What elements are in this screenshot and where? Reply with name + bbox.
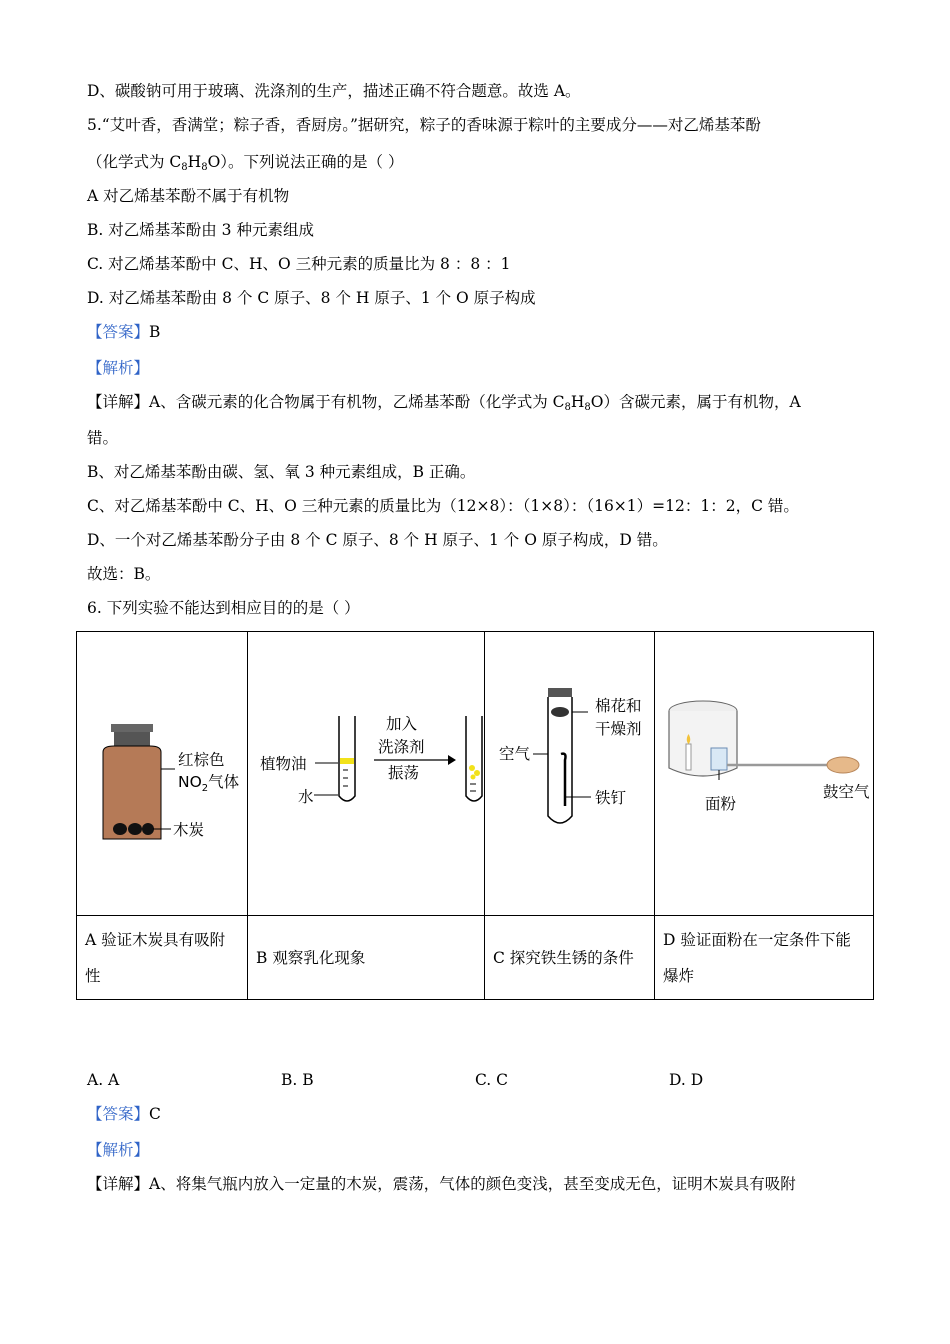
option-b: B. 对乙烯基苯酚由 3 种元素组成 xyxy=(87,221,314,239)
label-no2-gas: $NO_2$气体 xyxy=(178,773,240,794)
oil-droplet xyxy=(469,765,475,771)
caption-b: B 观察乳化现象 xyxy=(248,916,485,1000)
flour-explosion-diagram xyxy=(655,632,874,915)
label-detergent: 洗涤剂 xyxy=(378,738,425,756)
label-vegetable-oil: 植物油 xyxy=(260,755,307,773)
figure-b xyxy=(248,632,485,916)
flour-cup xyxy=(711,748,727,770)
oil-droplet xyxy=(474,770,480,776)
rubber-bulb xyxy=(827,757,859,773)
candle xyxy=(686,744,691,770)
label-desiccant: 干燥剂 xyxy=(595,720,642,738)
text-line: D、碳酸钠可用于玻璃、洗涤剂的生产，描述正确不符合题意。故选 A。 xyxy=(87,82,581,100)
option-c: C. 对乙烯基苯酚中 C、H、O 三种元素的质量比为 8 ：8 ：1 xyxy=(87,255,511,273)
emulsion-diagram xyxy=(248,632,485,915)
answer-5: 【答案】B xyxy=(87,323,161,341)
choice-a: A. A xyxy=(87,1071,120,1089)
label-cotton: 棉花和 xyxy=(595,697,642,715)
figure-a xyxy=(77,632,248,916)
cotton-desiccant xyxy=(551,707,569,717)
caption-a: A 验证木炭具有吸附性 xyxy=(77,916,248,1000)
test-tube-after xyxy=(466,716,482,801)
label-add: 加入 xyxy=(386,715,418,733)
bottle-neck xyxy=(114,732,150,746)
caption-c: C 探究铁生锈的条件 xyxy=(485,916,655,1000)
experiment-table xyxy=(76,631,874,1000)
answer-6: 【答案】C xyxy=(87,1105,161,1123)
choice-c: C. C xyxy=(475,1071,509,1089)
stopper xyxy=(548,688,572,697)
label-iron-nail: 铁钉 xyxy=(595,789,627,807)
detail-5-conclusion: 故选：B。 xyxy=(87,565,161,583)
question-5-stem-cont: （化学式为 $C_8H_8O$）。下列说法正确的是（ ） xyxy=(87,153,404,173)
figure-d xyxy=(655,632,874,916)
label-charcoal: 木炭 xyxy=(173,821,205,839)
option-d: D. 对乙烯基苯酚由 8 个 C 原子、8 个 H 原子、1 个 O 原子构成 xyxy=(87,289,536,307)
label-air: 空气 xyxy=(499,745,531,763)
detail-6: 【详解】A、将集气瓶内放入一定量的木炭，震荡，气体的颜色变浅，甚至变成无色，证明木炭具有吸附 xyxy=(87,1175,796,1193)
question-6-stem: 6. 下列实验不能达到相应目的的是（ ） xyxy=(87,599,360,617)
charcoal-piece xyxy=(142,823,154,835)
arrow-head-icon xyxy=(448,755,456,765)
detail-5: 【详解】A、含碳元素的化合物属于有机物，乙烯基苯酚（化学式为 $C_8H_8O$）含碳元素，属于有机物，A xyxy=(87,393,801,413)
detail-5-b: B、对乙烯基苯酚由碳、氢、氧 3 种元素组成，B 正确。 xyxy=(87,463,476,481)
charcoal-bottle-diagram xyxy=(77,632,248,915)
bottle-cap xyxy=(111,724,153,732)
charcoal-piece xyxy=(113,823,127,835)
label-shake: 振荡 xyxy=(388,764,420,782)
charcoal-piece xyxy=(128,823,142,835)
oil-droplet xyxy=(471,775,476,780)
label-red-brown: 红棕色 xyxy=(178,751,225,769)
detail-5-cont: 错。 xyxy=(87,429,119,447)
detail-5-d: D、一个对乙烯基苯酚分子由 8 个 C 原子、8 个 H 原子、1 个 O 原子构成，D 错。 xyxy=(87,531,668,549)
oil-layer xyxy=(340,758,354,764)
analysis-5-tag: 【解析】 xyxy=(87,359,150,377)
choice-d: D. D xyxy=(669,1071,704,1089)
figure-c xyxy=(485,632,655,916)
analysis-6-tag: 【解析】 xyxy=(87,1141,150,1159)
label-blow-air: 鼓空气 xyxy=(823,783,870,801)
detail-5-c: C、对乙烯基苯酚中 C、H、O 三种元素的质量比为（12×8）：（1×8）：（16×1）=12：1：2，C 错。 xyxy=(87,497,799,515)
question-5-stem: 5.“艾叶香，香满堂；粽子香，香厨房。”据研究，粽子的香味源于粽叶的主要成分——对乙烯基苯酚 xyxy=(87,116,761,134)
choice-b: B. B xyxy=(281,1071,314,1089)
label-water: 水 xyxy=(298,788,314,806)
iron-rust-diagram xyxy=(485,632,655,915)
option-a: A 对乙烯基苯酚不属于有机物 xyxy=(87,187,290,205)
caption-d: D 验证面粉在一定条件下能爆炸 xyxy=(655,916,874,1000)
label-flour: 面粉 xyxy=(705,795,737,813)
